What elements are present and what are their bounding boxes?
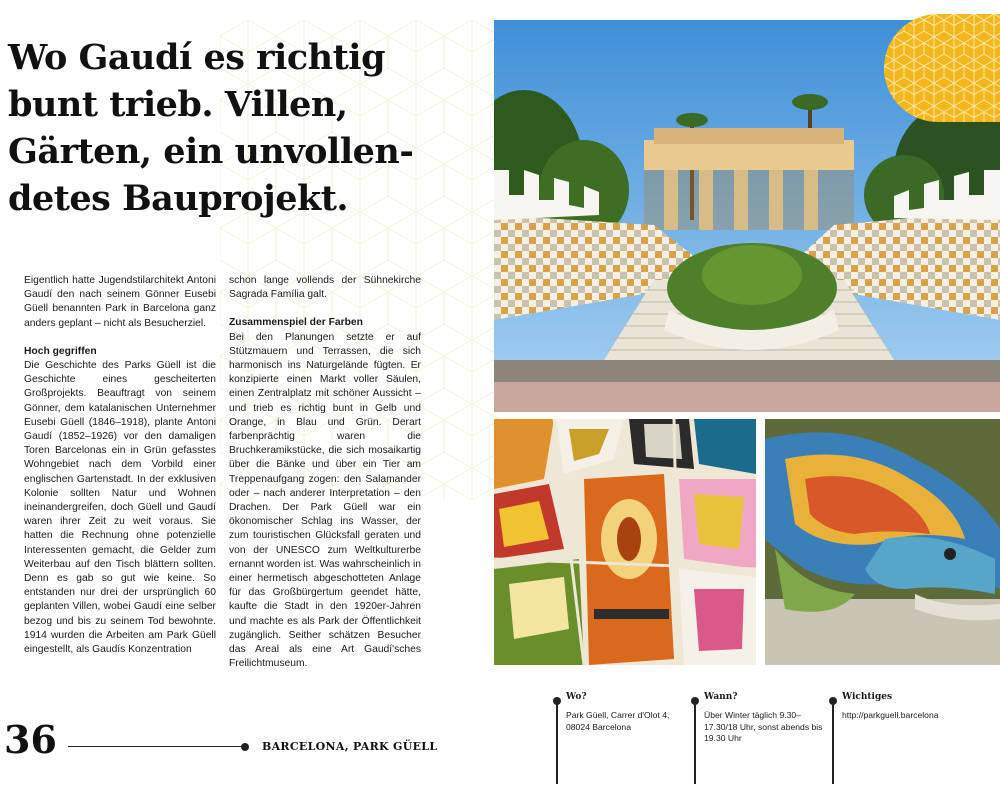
section-text-hoch-gegriffen: Die Geschichte des Parks Güell ist die Geschichte eines gescheiterten Großprojekts. Beauftragt von seinem Gönner, dem katalanischen Unternehmer Eusebi Güell (1846–1918), plante Antoni Gaudí (1852–1926) vor den damaligen Toren Barcelonas ein in Grün gefasstes Wohngebiet nach dem Vorbild einer englischen Gartenstadt. In der exklusiven Kolonie sollten Natur und Wohnen ineinandergreifen, doch Güell und Gaudí waren ihrer Zeit zu weit voraus. Sie hatten die Rechnung ohne potenzielle Interessenten gemacht, die Gelder zum Weiterbau auf den Tisch blättern sollten. Denn es gab so gut wie keine. So entstanden nur drei der ursprünglich 60 geplanten Villen, wobei Gaudí eine selber bezog und bis zu seinem Tod bewohnte. 1914 wurden die Arbeiten am Park Güell eingestellt, als Gaudís Konzentration <box>24 360 216 656</box>
ceramic-mosaic-photo <box>494 419 756 665</box>
info-divider <box>556 698 558 784</box>
info-link-website[interactable]: http://parkguell.barcelona <box>842 710 939 720</box>
info-label-where: Wo? <box>566 692 587 702</box>
section-text-zusammenspiel: Bei den Planungen setzte er auf Stützmauern und Terrassen, die sich harmonisch ins Naturgelände fügten. Er konzipierte einen Markt voller Säulen, einen Zentralplatz mit schöner Aussicht – und trieb es richtig bunt in Gelb und Orange, in Blau und Grün. Derart farbenprächtig waren die Bruchkeramikstücke, die sich mosaikartig über die Bänke und über ein Tier am Treppenaufgang zogen: den Salamander oder – nach anderer Interpretation – den Drachen. Der Park Güell war ein ökonomischer Schlag ins Wasser, der zum touristischen Glücksfall geraten und von der UNESCO zum Weltkulturerbe ernannt worden ist. Was wahrscheinlich in einer hermetisch abgeschotteten Anlage für das Großbürgertum geendet hätte, kaufte die Stadt in den 1920er-Jahren und machte es als Park der Öffentlichkeit zugänglich. Seither schätzen Besucher das Areal als eine Art Gaudí'sches Freilichtmuseum. <box>229 331 421 670</box>
footer-bullet <box>241 743 249 751</box>
section-continued-text: schon lange vollends der Sühnekirche Sagrada Família galt. <box>229 275 421 301</box>
text-column-left <box>24 274 216 657</box>
page-number: 36 <box>4 717 57 762</box>
info-bullet <box>829 697 837 705</box>
info-divider <box>832 698 834 784</box>
mosaic-salamander-photo <box>765 419 1000 665</box>
info-bullet <box>691 697 699 705</box>
footer-rule <box>68 746 244 747</box>
info-text-address: Park Güell, Carrer d'Olot 4, 08024 Barcelona <box>566 710 670 732</box>
info-text-hours: Über Winter täglich 9.30–17.30/18 Uhr, sonst abends bis 19.30 Uhr <box>704 710 823 743</box>
headline: Wo Gaudí es richtig bunt trieb. Villen, Gärten, ein unvollen- detes Bauprojekt. <box>8 37 414 219</box>
info-divider <box>694 698 696 784</box>
section-heading-zusammenspiel: Zusammenspiel der Farben <box>229 317 363 329</box>
decorative-yellow-circle <box>884 14 1000 122</box>
info-bullet <box>553 697 561 705</box>
info-label-when: Wann? <box>704 692 738 702</box>
text-column-right <box>229 274 421 671</box>
info-label-important: Wichtiges <box>842 692 893 702</box>
intro-paragraph: Eigentlich hatte Jugendstilarchitekt Antoni Gaudí den nach seinem Gönner Eusebi Güell benannten Park in Barcelona ganz anders geplant – nicht als Besucherziel. <box>24 275 216 329</box>
footer-section-label: BARCELONA, PARK GÜELL <box>262 740 438 753</box>
section-heading-hoch-gegriffen: Hoch gegriffen <box>24 345 97 357</box>
